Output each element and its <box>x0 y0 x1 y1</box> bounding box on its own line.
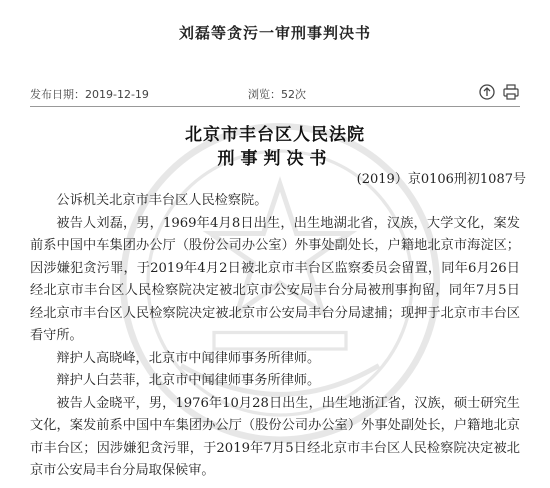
paragraph-defender-1: 辩护人高晓峰，北京市中闻律师事务所律师。 <box>56 350 321 366</box>
page-header <box>0 0 550 80</box>
judgment-body <box>30 190 520 483</box>
share-icon[interactable] <box>478 83 496 101</box>
paragraph-prosecutor: 公诉机关北京市丰台区人民检察院。 <box>56 193 268 208</box>
judgment-type: 刑事判决书 <box>217 149 333 169</box>
meta-row <box>0 82 550 104</box>
document-title: 刘磊等贪污一审刑事判决书 <box>178 24 371 42</box>
header-divider <box>30 106 520 107</box>
case-number: (2019）京0106刑初1087号 <box>356 172 526 187</box>
action-icons <box>478 83 520 101</box>
court-name: 北京市丰台区人民法院 <box>185 125 365 145</box>
publish-date: 发布日期：2019-12-19 <box>30 88 149 101</box>
paragraph-defender-2: 辩护人白芸菲，北京市中闻律师事务所律师。 <box>56 373 321 388</box>
paragraph-defendant-1: 被告人刘磊，男，1969年4月8日出生，出生地湖北省，汉族，大学文化，案发前系中国中车集团办公厅（股份公司办公室）外事处副处长，户籍地北京市海淀区；因涉嫌犯贪污罪，于2019年4月2日被北京市丰台区监察委员会留置，同年6月26日经北京市丰台区人民检察院决定被北京市公安局丰台分局被刑事拘留，同年7月5日经北京市丰台区人民检察院决定被北京市公安局丰台分局逮捕；现押于北京市丰台区看守所。 <box>30 215 520 343</box>
view-count: 浏览：52次 <box>248 88 306 101</box>
print-icon[interactable] <box>502 83 520 101</box>
paragraph-defendant-2: 被告人金晓平，男，1976年10月28日出生，出生地浙江省，汉族，硕士研究生文化，案发前系中国中车集团办公厅（股份公司办公室）外事处副处长，户籍地北京市丰台区；因涉嫌犯贪污罪，于2019年7月5日经北京市丰台区人民检察院决定被北京市公安局丰台分局取保候审。 <box>30 395 520 478</box>
